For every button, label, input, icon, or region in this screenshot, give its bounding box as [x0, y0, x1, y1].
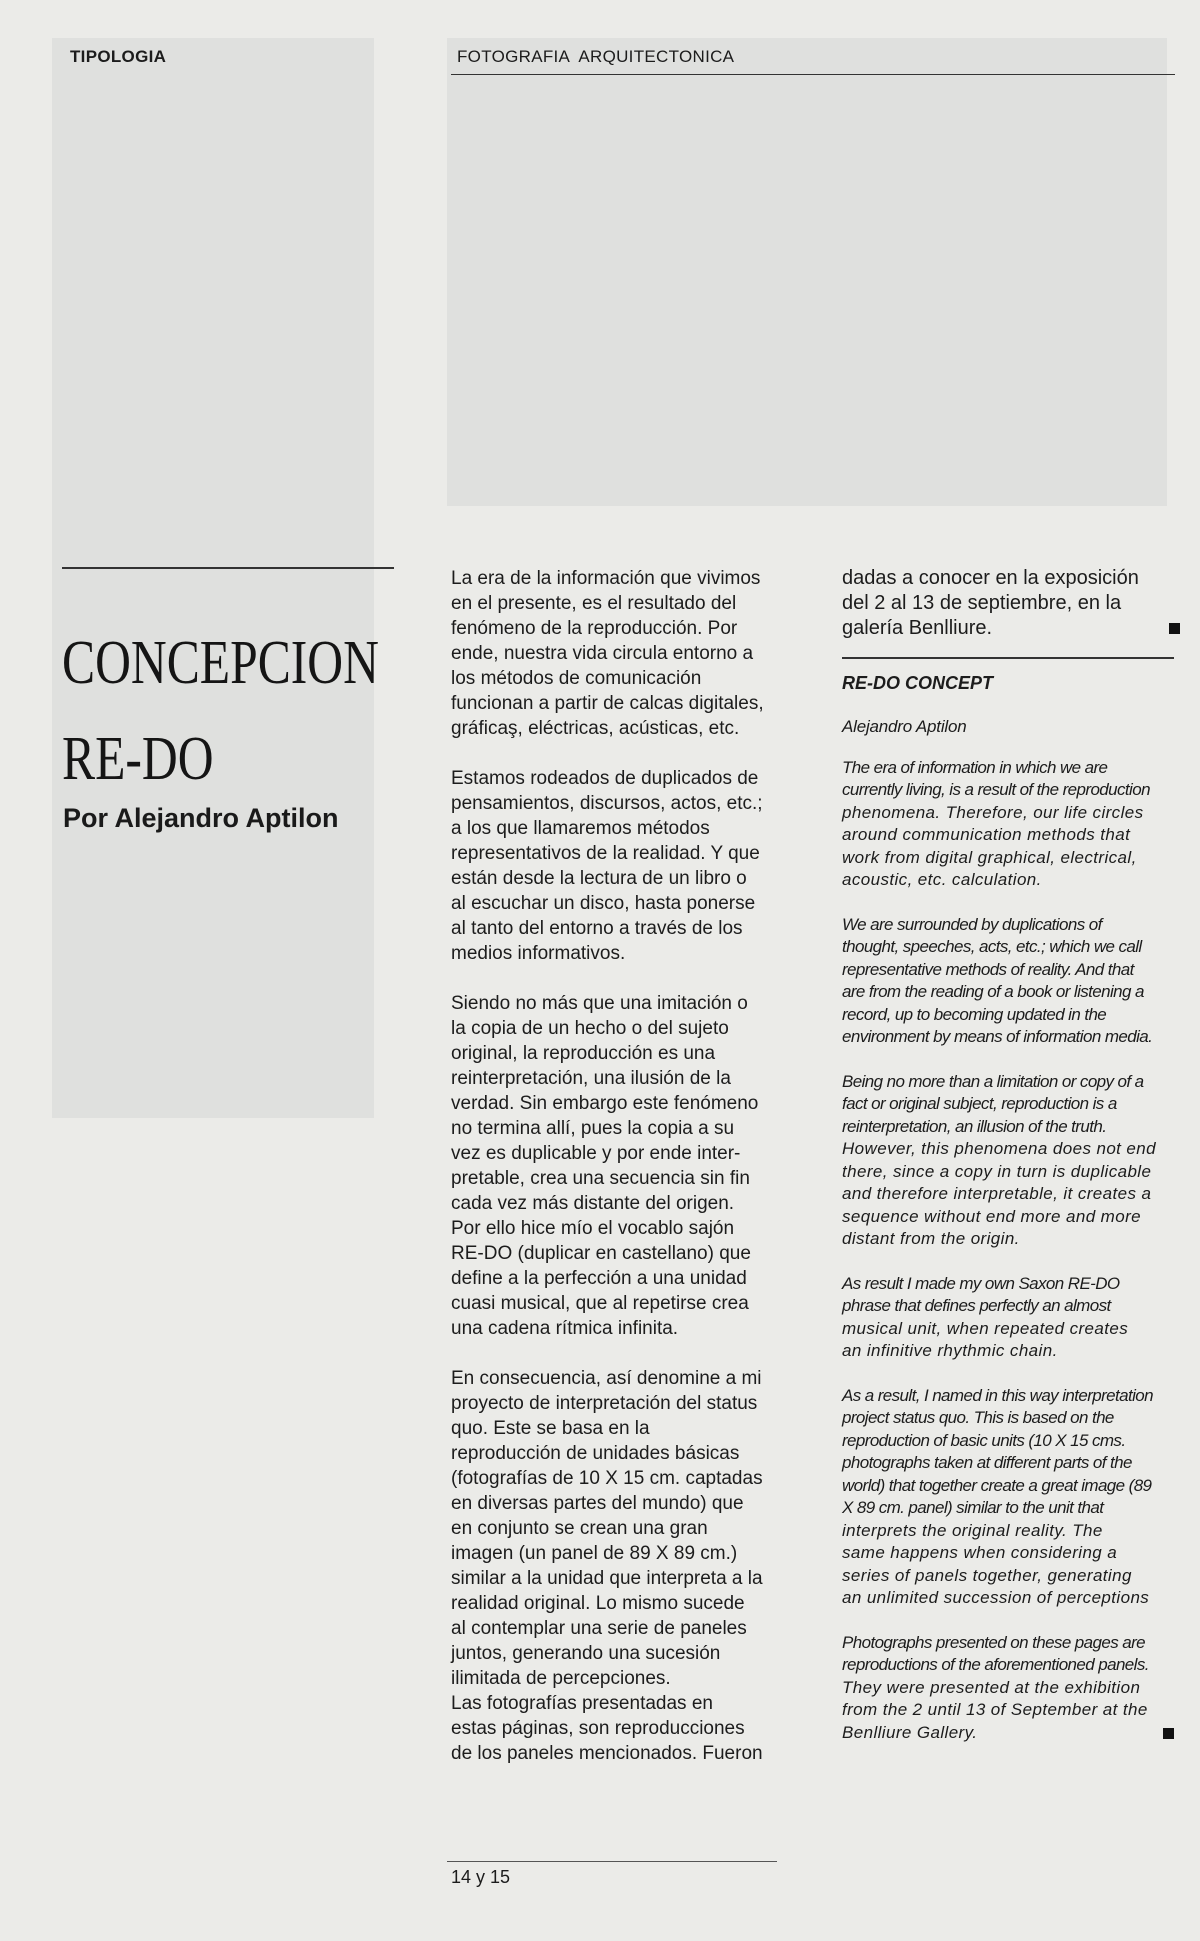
text-line: thought, speeches, acts, etc.; which we call: [842, 937, 1142, 956]
text-line: same happens when considering a: [842, 1543, 1118, 1562]
english-heading: RE-DO CONCEPT: [842, 673, 994, 693]
header-rule: [451, 74, 1175, 75]
text-line: As result I made my own Saxon RE-DO: [842, 1273, 1120, 1293]
text-line: The era of information in which we are: [842, 757, 1108, 777]
text-line: funcionan a partir de calcas digitales,: [451, 693, 764, 714]
text-line: en diversas partes del mundo) que: [451, 1493, 744, 1514]
text-line: ilimitada de percepciones.: [451, 1668, 671, 1689]
text-line: phenomena. Therefore, our life circles: [842, 802, 1144, 822]
text-line: proyecto de interpretación del status: [451, 1393, 758, 1414]
text-line: X 89 cm. panel) similar to the unit that: [842, 1498, 1104, 1517]
text-line: Por ello hice mío el vocablo sajón: [451, 1218, 735, 1239]
text-line: al escuchar un disco, hasta ponerse: [451, 893, 756, 914]
text-line: imagen (un panel de 89 X 89 cm.): [451, 1543, 738, 1564]
text-line: an unlimited succession of perceptions: [842, 1588, 1150, 1607]
text-line: [842, 1722, 1182, 1745]
english-paragraph: [842, 914, 1182, 1049]
english-author: Alejandro Aptilon: [842, 717, 967, 736]
text-line: reinterpretación, una ilusión de la: [451, 1068, 731, 1089]
text-line: As a result, I named in this way interpretation: [842, 1385, 1154, 1405]
text-line-end: galería Benlliure.: [842, 617, 993, 639]
english-paragraph: [842, 1071, 1182, 1139]
text-line: world) that together create a great image (89: [842, 1475, 1152, 1495]
english-paragraph: [842, 1385, 1182, 1520]
english-paragraph: [842, 1318, 1182, 1363]
text-line: representative methods of reality. And that: [842, 959, 1134, 979]
top-image-shade: [447, 38, 1167, 506]
text-line: We are surrounded by duplications of: [842, 914, 1102, 934]
text-line: La era de la información que vivimos: [451, 568, 761, 589]
english-paragraph: [842, 757, 1182, 802]
text-line: environment by means of information media.: [842, 1027, 1153, 1046]
running-title: FOTOGRAFIA ARQUITECTONICA: [457, 47, 735, 66]
text-line: En consecuencia, así denomine a mi: [451, 1368, 762, 1389]
english-paragraph: [842, 1677, 1182, 1745]
text-line: pretable, crea una secuencia sin fin: [451, 1168, 750, 1189]
text-line: representativos de la realidad. Y que: [451, 843, 760, 864]
text-line: phrase that defines perfectly an almost: [842, 1296, 1111, 1315]
text-line: Photographs presented on these pages are: [842, 1632, 1146, 1652]
text-line: interprets the original reality. The: [842, 1520, 1103, 1540]
text-line: fenómeno de la reproducción. Por: [451, 618, 738, 639]
text-line: los métodos de comunicación: [451, 668, 702, 689]
text-line: However, this phenomena does not end: [842, 1139, 1156, 1158]
text-line: Being no more than a limitation or copy of a: [842, 1071, 1144, 1091]
text-line: quo. Este se basa en la: [451, 1418, 650, 1439]
english-paragraph: [842, 1632, 1182, 1677]
text-line: cada vez más distante del origen.: [451, 1193, 735, 1214]
english-paragraph: [842, 802, 1182, 892]
text-line: photographs taken at different parts of the: [842, 1453, 1132, 1472]
text-line: original, la reproducción es una: [451, 1043, 716, 1064]
text-line: and therefore interpretable, it creates a: [842, 1184, 1152, 1203]
body-column-english: [842, 566, 1182, 1744]
text-line: a los que llamaremos métodos: [451, 818, 710, 839]
text-line: no termina allí, pues la copia a su: [451, 1118, 735, 1139]
text-line: en el presente, es el resultado del: [451, 593, 737, 614]
text-line: from the 2 until 13 of September at the: [842, 1700, 1148, 1719]
paragraph: [451, 991, 791, 1341]
text-line: al contemplar una serie de paneles: [451, 1618, 747, 1639]
text-line: distant from the origin.: [842, 1229, 1020, 1248]
text-line: dadas a conocer en la exposición: [842, 567, 1139, 589]
text-line: [842, 616, 1182, 641]
text-line: ende, nuestra vida circula entorno a: [451, 643, 754, 664]
end-mark-icon: [1169, 623, 1180, 634]
text-line: estas páginas, son reproducciones: [451, 1718, 745, 1739]
text-line: en conjunto se crean una gran: [451, 1518, 708, 1539]
text-line: Las fotografías presentadas en: [451, 1693, 713, 1714]
english-paragraph: [842, 1138, 1182, 1251]
text-line: there, since a copy in turn is duplicable: [842, 1161, 1152, 1181]
paragraph: [451, 566, 791, 741]
text-line: define a la perfección a una unidad: [451, 1268, 747, 1289]
text-line: fact or original subject, reproduction is a: [842, 1094, 1117, 1113]
section-rule: [842, 657, 1174, 659]
text-line: pensamientos, discursos, actos, etc.;: [451, 793, 763, 814]
article-title: [62, 615, 379, 807]
text-line: Estamos rodeados de duplicados de: [451, 768, 759, 789]
text-line: reproductions of the aforementioned panels.: [842, 1655, 1149, 1674]
text-line: acoustic, etc. calculation.: [842, 870, 1042, 889]
text-line: gráficaş, eléctricas, acústicas, etc.: [451, 718, 740, 739]
left-panel-shade: [52, 38, 379, 1118]
text-line: realidad original. Lo mismo sucede: [451, 1593, 745, 1614]
text-line: cuasi musical, que al repetirse crea: [451, 1293, 749, 1314]
text-line: juntos, generando una sucesión: [451, 1643, 721, 1664]
text-line: están desde la lectura de un libro o: [451, 868, 747, 889]
footer-rule: [447, 1861, 777, 1862]
text-line: around communication methods that: [842, 825, 1131, 844]
end-mark-icon: [1163, 1728, 1174, 1739]
text-line-end: Benlliure Gallery.: [842, 1722, 978, 1742]
section-label: TIPOLOGIA: [70, 47, 167, 66]
page-number: 14 y 15: [451, 1867, 511, 1887]
text-line: de los paneles mencionados. Fueron: [451, 1743, 763, 1764]
article-title-line: CONCEPCION: [62, 629, 379, 697]
article-title-line: RE-DO: [62, 725, 214, 793]
paragraph-continued: [842, 566, 1182, 641]
text-line: currently living, is a result of the reproduction: [842, 780, 1150, 799]
text-line: work from digital graphical, electrical,: [842, 847, 1137, 867]
english-paragraph: [842, 1273, 1182, 1318]
text-line: are from the reading of a book or listening a: [842, 982, 1144, 1001]
text-line: RE-DO (duplicar en castellano) que: [451, 1243, 751, 1264]
text-line: verdad. Sin embargo este fenómeno: [451, 1093, 759, 1114]
text-line: una cadena rítmica infinita.: [451, 1318, 679, 1339]
text-line: They were presented at the exhibition: [842, 1677, 1141, 1697]
text-line: series of panels together, generating: [842, 1565, 1132, 1585]
body-column-spanish: [451, 566, 791, 1766]
paragraph: [451, 766, 791, 966]
text-line: similar a la unidad que interpreta a la: [451, 1568, 763, 1589]
text-line: sequence without end more and more: [842, 1206, 1141, 1226]
text-line: la copia de un hecho o del sujeto: [451, 1018, 729, 1039]
text-line: vez es duplicable y por ende inter-: [451, 1143, 741, 1164]
text-line: Siendo no más que una imitación o: [451, 993, 748, 1014]
text-line: reproducción de unidades básicas: [451, 1443, 740, 1464]
text-line: reinterpretation, an illusion of the truth.: [842, 1116, 1107, 1136]
english-paragraph: [842, 1520, 1182, 1610]
text-line: record, up to becoming updated in the: [842, 1004, 1107, 1024]
paragraph: [451, 1366, 791, 1766]
title-rule: [62, 567, 394, 569]
text-line: musical unit, when repeated creates: [842, 1318, 1129, 1338]
text-line: project status quo. This is based on the: [842, 1408, 1114, 1427]
text-line: (fotografías de 10 X 15 cm. captadas: [451, 1468, 763, 1489]
byline: Por Alejandro Aptilon: [63, 803, 339, 833]
text-line: medios informativos.: [451, 943, 626, 964]
text-line: del 2 al 13 de septiembre, en la: [842, 592, 1122, 614]
text-line: an infinitive rhythmic chain.: [842, 1341, 1058, 1360]
text-line: al tanto del entorno a través de los: [451, 918, 743, 939]
text-line: reproduction of basic units (10 X 15 cms.: [842, 1430, 1126, 1450]
